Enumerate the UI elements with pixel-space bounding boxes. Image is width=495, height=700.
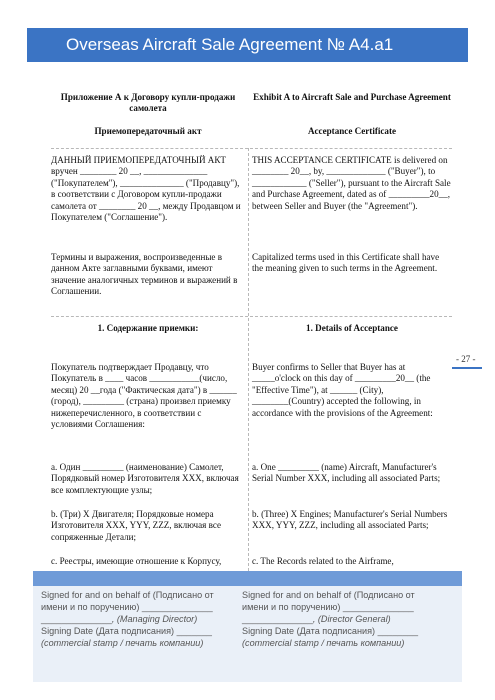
right-annex-title: Exhibit A to Aircraft Sale and Purchase Agreement — [253, 92, 451, 102]
right-paragraph-2: Capitalized terms used in this Certificate shall have the meaning given to such terms in the Agreement. — [252, 252, 440, 274]
left-item-a: а. Один _________ (наименование) Самолет, Порядковый номер Изготовителя XXX, включая все комплектующие узлы; — [51, 462, 239, 495]
document-title: Overseas Aircraft Sale Agreement № A4.a1 — [66, 35, 394, 54]
right-item-c: c. The Records related to the Airframe, — [252, 556, 394, 566]
left-item-c: с. Реестры, имеющие отношение к Корпусу, — [51, 556, 222, 566]
seller-signing-date: Signing Date (Дата подписания) _______ — [41, 626, 212, 636]
document-title-banner — [27, 28, 468, 62]
left-paragraph-1: ДАННЫЙ ПРИЕМОПЕРЕДАТОЧНЫЙ АКТ вручен ________ 20 __, ______________ ("Покупателем"), ______________ ("Продавцу"), в соответствии с Договором купли-продажи самолета от ________ 20 __, между Продавцом и Покупателем ("Соглашение"). — [51, 155, 241, 223]
buyer-title-line: ______________, (Director General) — [242, 614, 391, 624]
signature-block-seller — [41, 589, 241, 649]
right-item-b: b. (Three) X Engines; Manufacturer's Serial Numbers XXX, YYY, ZZZ, including all associated Parts; — [252, 509, 448, 531]
left-paragraph-2: Термины и выражения, воспроизведенные в данном Акте заглавными буквами, имеют значение аналогичных терминов и выражений в Соглашении. — [51, 252, 238, 297]
seller-stamp-note: (commercial stamp / печать компании) — [41, 638, 204, 648]
seller-on-behalf-line: имени и по поручению) ______________ — [41, 602, 213, 612]
signature-block-buyer — [242, 589, 452, 649]
right-paragraph-3: Buyer confirms to Seller that Buyer has at _____o'clock on this day of _________20__ (the "Effective Time"), at ______ (City), ________(Country) accepted the following, in accordance with the provisions of the Agreement: — [252, 362, 433, 418]
buyer-signed-line: Signed for and on behalf of (Подписано от — [242, 590, 415, 600]
seller-signed-line: Signed for and on behalf of (Подписано от — [41, 590, 214, 600]
page-number-underline — [452, 367, 482, 369]
right-section-1-heading: 1. Details of Acceptance — [306, 323, 398, 333]
buyer-on-behalf-line: имени и по поручению) ______________ — [242, 602, 414, 612]
buyer-stamp-note: (commercial stamp / печать компании) — [242, 638, 405, 648]
buyer-signing-date: Signing Date (Дата подписания) ________ — [242, 626, 419, 636]
signature-footer-bar — [33, 571, 462, 586]
page-number: - 27 - — [456, 354, 476, 364]
left-item-b: b. (Три) X Двигателя; Порядковые номера Изготовителя XXX, YYY, ZZZ, включая все сопряженные Детали; — [51, 509, 222, 542]
left-annex-title: Приложение А к Договору купли-продажи самолета — [60, 92, 236, 114]
right-paragraph-1: THIS ACCEPTANCE CERTIFICATE is delivered on ________ 20__, by, _____________ ("Buyer"), to ____________ ("Seller"), pursuant to the Aircraft Sale and Purchase Agreement, dated as of _________20__, between Seller and Buyer (the "Agreement"). — [252, 155, 451, 211]
left-subtitle: Приемопередаточный акт — [94, 126, 202, 136]
row-divider-top — [51, 148, 452, 149]
right-item-a: a. One _________ (name) Aircraft, Manufacturer's Serial Number XXX, including all associated Parts; — [252, 462, 441, 484]
left-paragraph-3: Покупатель подтверждает Продавцу, что Покупатель в ____ часов ___________(число, месяц) 20 __года ("Фактическая дата") в ______ (город), _________ (страна) произвел приемку нижеперечисленного, в соответствии с условиями Соглашения: — [51, 362, 237, 430]
left-section-1-heading: 1. Содержание приемки: — [97, 323, 199, 333]
seller-title-line: ______________, (Managing Director) — [41, 614, 198, 624]
column-divider — [248, 148, 249, 576]
right-subtitle: Acceptance Certificate — [307, 126, 397, 136]
row-divider-middle — [51, 316, 452, 317]
